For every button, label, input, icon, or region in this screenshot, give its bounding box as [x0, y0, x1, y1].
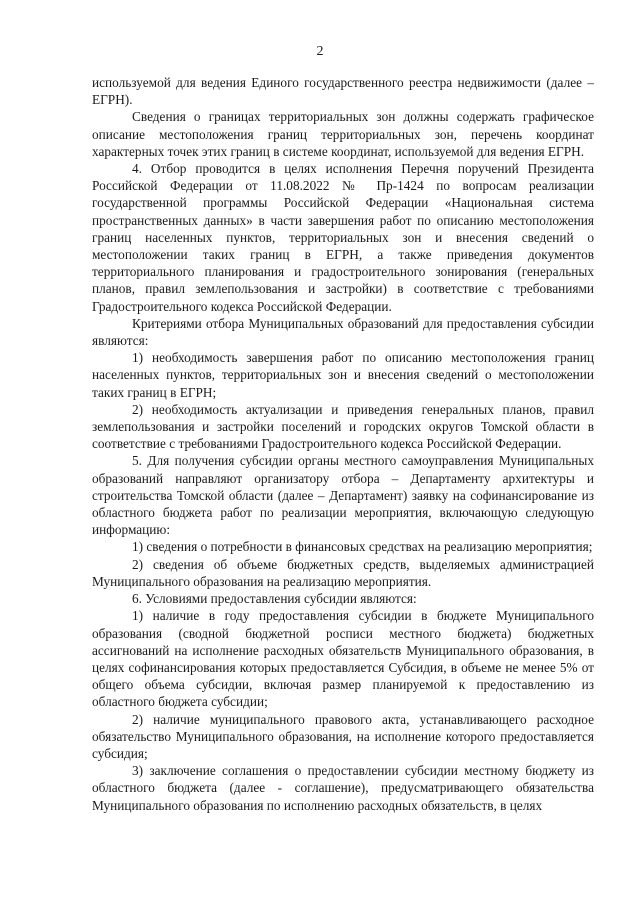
- paragraph: 6. Условиями предоставления субсидии являются:: [132, 591, 417, 607]
- paragraph: 2) наличие муниципального правового акта, устанавливающего расходное обязательство Муниципального образования, на исполнение которого предоставляется субсидия;: [92, 711, 594, 761]
- paragraph: 1) необходимость завершения работ по описанию местоположения границ населенных пунктов, территориальных зон и внесения сведений о местоположении таких границ в ЕГРН;: [92, 350, 594, 400]
- paragraph: Сведения о границах территориальных зон должны содержать графическое описание местоположения границ территориальных зон, перечень координат характерных точек этих границ в системе координат, используемой для ведения ЕГРН.: [92, 109, 594, 159]
- paragraph: используемой для ведения Единого государственного реестра недвижимости (далее – ЕГРН).: [92, 75, 594, 108]
- paragraph: 1) сведения о потребности в финансовых средствах на реализацию мероприятия;: [132, 539, 593, 555]
- paragraph: Критериями отбора Муниципальных образований для предоставления субсидии являются:: [92, 315, 594, 349]
- paragraph: 3) заключение соглашения о предоставлении субсидии местному бюджету из областного бюджета (далее - соглашение), предусматривающего обязательства Муниципального образования по исполнению расходных обязательств, в целях: [92, 763, 594, 813]
- document-body: [92, 74, 594, 814]
- paragraph: 2) сведения об объеме бюджетных средств, выделяемых администрацией Муниципального образования на реализацию мероприятия.: [92, 556, 594, 589]
- paragraph: 4. Отбор проводится в целях исполнения Перечня поручений Президента Российской Федерации от 11.08.2022 № Пр-1424 по вопросам реализации государственной программы Российской Федерации «Национальная система пространственных данных» в части завершения работ по описанию местоположения границ населенных пунктов, территориальных зон и внесения сведений о местоположении таких границ в ЕГРН, а также приведения документов территориального планирования и градостроительного зонирования (генеральных планов, правил землепользования и застройки) в соответствие с требованиями Градостроительного кодекса Российской Федерации.: [92, 161, 594, 314]
- paragraph: 5. Для получения субсидии органы местного самоуправления Муниципальных образований направляют организатору отбора – Департаменту архитектуры и строительства Томской области (далее – Департамент) заявку на софинансирование из областного бюджета работ по реализации мероприятия, включающую следующую информацию:: [92, 453, 594, 538]
- paragraph: 1) наличие в году предоставления субсидии в бюджете Муниципального образования (сводной бюджетной росписи местного бюджета) бюджетных ассигнований на исполнение расходных обязательств Муниципального образования, в целях софинансирования которых предоставляется Субсидия, в объеме не менее 5% от общего объема субсидии, включая размер планируемой к предоставлению из областного бюджета субсидии;: [92, 608, 594, 710]
- page-number: 2: [316, 44, 324, 59]
- paragraph: 2) необходимость актуализации и приведения генеральных планов, правил землепользования и застройки поселений и городских округов Томской области в соответствие с требованиями Градостроительного кодекса Российской Федерации.: [92, 401, 594, 452]
